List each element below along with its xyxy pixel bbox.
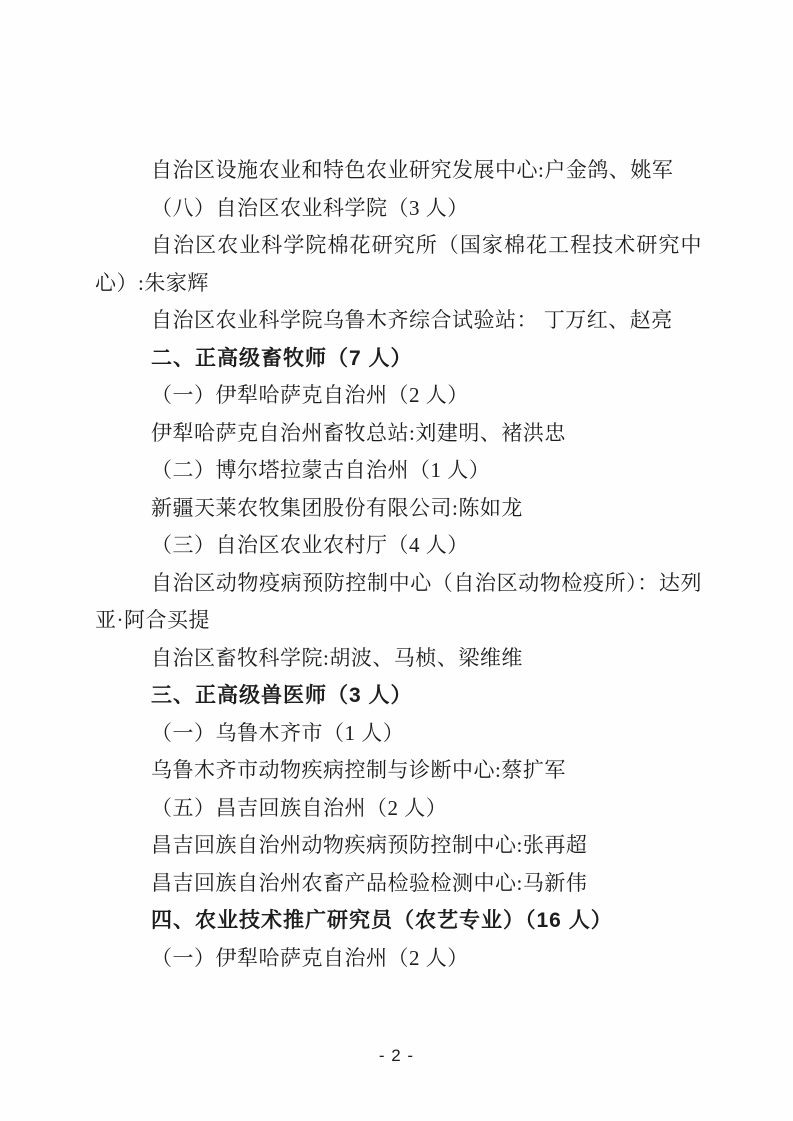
doc-paragraph: （三）自治区农业农村厅（4 人）: [151, 533, 469, 557]
doc-paragraph: 昌吉回族自治州动物疾病预防控制中心:张再超: [151, 833, 588, 857]
doc-paragraph: （五）昌吉回族自治州（2 人）: [151, 795, 448, 820]
doc-paragraph: 乌鲁木齐市动物疾病控制与诊断中心:蔡扩军: [151, 758, 566, 782]
doc-paragraph: 伊犁哈萨克自治州畜牧总站:刘建明、褚洪忠: [151, 420, 566, 445]
doc-paragraph: 自治区畜牧科学院:胡波、马桢、梁维维: [151, 645, 523, 670]
doc-paragraph: （一）伊犁哈萨克自治州（2 人）: [151, 945, 469, 970]
page-number: - 2 -: [378, 1046, 415, 1065]
doc-paragraph: （一）乌鲁木齐市（1 人）: [151, 720, 405, 745]
section-heading: 四、农业技术推广研究员（农艺专业）（16 人）: [151, 909, 613, 932]
doc-paragraph: 新疆天莱农牧集团股份有限公司:陈如龙: [151, 495, 523, 520]
doc-paragraph: （八）自治区农业科学院（3 人）: [151, 195, 469, 220]
doc-paragraph: （二）博尔塔拉蒙古自治州（1 人）: [151, 458, 491, 482]
doc-paragraph: （一）伊犁哈萨克自治州（2 人）: [151, 383, 469, 407]
doc-paragraph: 昌吉回族自治州农畜产品检验检测中心:马新伟: [151, 870, 588, 895]
doc-paragraph: 自治区设施农业和特色农业研究发展中心:户金鸽、姚军: [151, 158, 674, 182]
doc-paragraph: 自治区农业科学院棉花研究所（国家棉花工程技术研究中心）:朱家辉: [95, 233, 702, 295]
section-heading: 三、正高级兽医师（3 人）: [151, 684, 413, 707]
section-heading: 二、正高级畜牧师（7 人）: [151, 346, 413, 370]
document-body: [95, 152, 702, 977]
doc-paragraph: 自治区动物疫病预防控制中心（自治区动物检疫所）：达列亚·阿合买提: [95, 570, 702, 632]
doc-paragraph: 自治区农业科学院乌鲁木齐综合试验站： 丁万红、赵亮: [151, 308, 673, 332]
